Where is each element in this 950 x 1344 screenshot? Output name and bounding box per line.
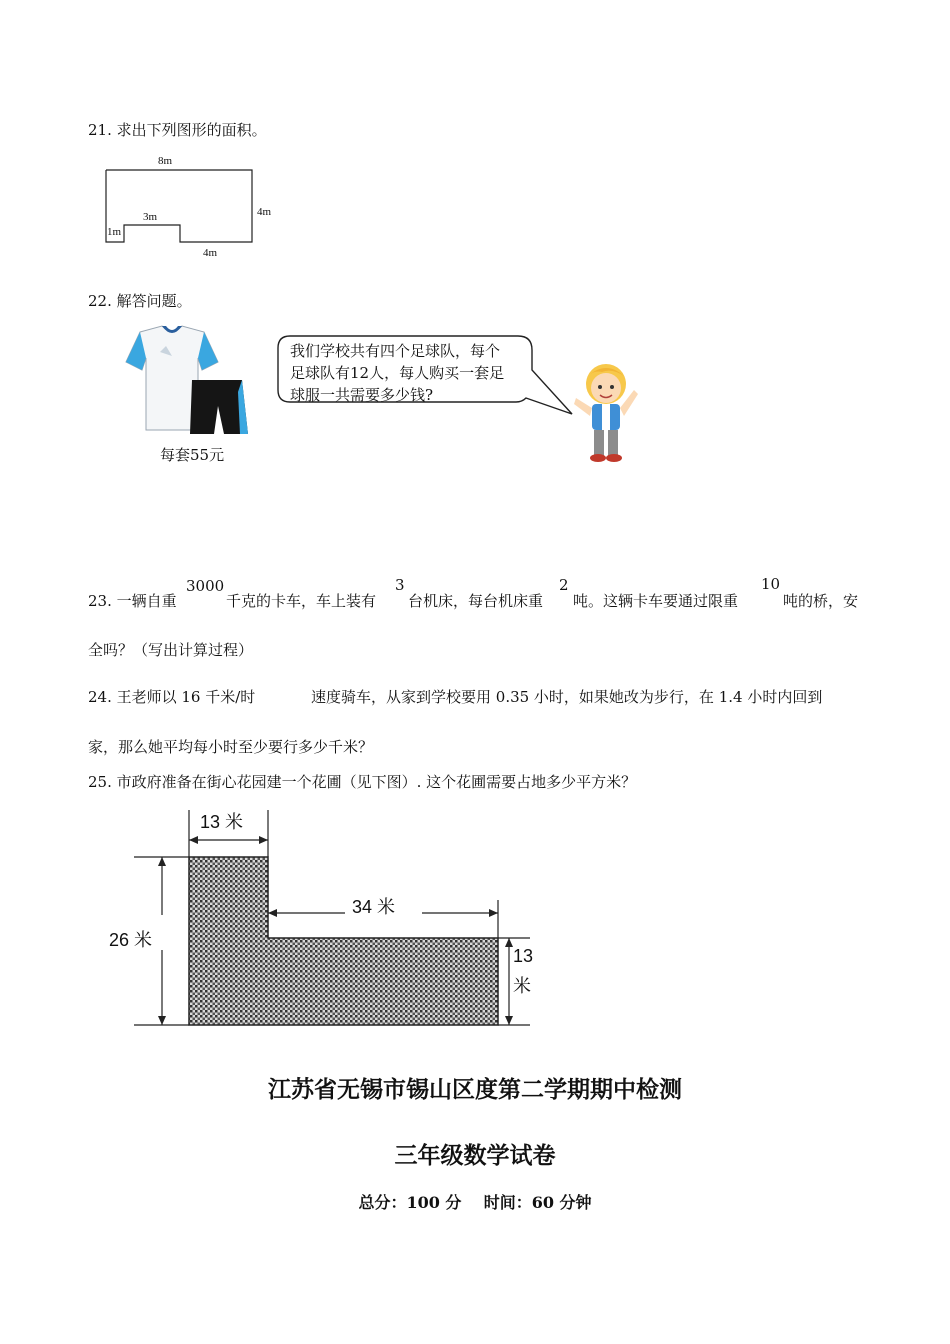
q23-number-3: 2 bbox=[559, 576, 569, 594]
q23-part3: 台机床，每台机床重 bbox=[408, 592, 544, 610]
q23-part5: 吨的桥，安 bbox=[783, 592, 859, 610]
exam-title: 江苏省无锡市锡山区度第二学期期中检测 bbox=[268, 1076, 682, 1103]
exam-info: 总分：100 分 时间：60 分钟 bbox=[358, 1193, 592, 1212]
q23-part2: 千克的卡车，车上装有 bbox=[226, 592, 377, 610]
q25-text: 25. 市政府准备在街心花园建一个花圃（见下图）. 这个花圃需要占地多少平方米？ bbox=[88, 773, 637, 791]
bubble-line-2: 足球队有12人，每人购买一套足 bbox=[290, 364, 505, 382]
q23-number-2: 3 bbox=[395, 576, 405, 594]
q25-label-right-num: 13 bbox=[513, 946, 534, 966]
uniform-price: 每套55元 bbox=[160, 446, 225, 464]
shorts-icon bbox=[190, 380, 248, 434]
q21-label-inner: 3m bbox=[143, 211, 158, 223]
q22-text: 22. 解答问题。 bbox=[88, 292, 192, 310]
q21-text: 21. 求出下列图形的面积。 bbox=[88, 121, 267, 139]
q25-label-left: 26 米 bbox=[109, 930, 153, 950]
q24-line2: 家，那么她平均每小时至少要行多少千米？ bbox=[88, 738, 374, 756]
boy-cartoon-icon bbox=[572, 358, 644, 466]
exam-subtitle: 三年级数学试卷 bbox=[394, 1142, 556, 1169]
q25-label-right-unit: 米 bbox=[513, 976, 531, 996]
q25-label-top: 13 米 bbox=[200, 812, 244, 832]
q23-number-1: 3000 bbox=[186, 577, 225, 595]
q23-number-4: 10 bbox=[761, 575, 781, 593]
q24-part1: 24. 王老师以 16 千米/时 bbox=[88, 688, 256, 706]
q25-label-mid: 34 米 bbox=[352, 897, 396, 917]
q25-figure bbox=[100, 800, 540, 1035]
q23-part1: 23. 一辆自重 bbox=[88, 592, 177, 610]
q24-part2: 速度骑车，从家到学校要用 0.35 小时，如果她改为步行，在 1.4 小时内回到 bbox=[311, 688, 823, 706]
bubble-line-3: 球服一共需要多少钱? bbox=[290, 386, 434, 404]
q21-label-bottom: 4m bbox=[203, 247, 218, 259]
q21-label-top: 8m bbox=[158, 155, 173, 167]
uniform-image bbox=[110, 322, 250, 442]
q23-part4: 吨。这辆卡车要通过限重 bbox=[573, 592, 739, 610]
q21-label-right: 4m bbox=[257, 206, 272, 218]
q23-line2: 全吗？（写出计算过程） bbox=[88, 641, 254, 659]
bubble-line-1: 我们学校共有四个足球队，每个 bbox=[290, 342, 501, 360]
q21-label-left: 1m bbox=[107, 226, 122, 238]
flower-bed-shape bbox=[189, 857, 498, 1025]
q21-shape-outline bbox=[106, 170, 252, 242]
